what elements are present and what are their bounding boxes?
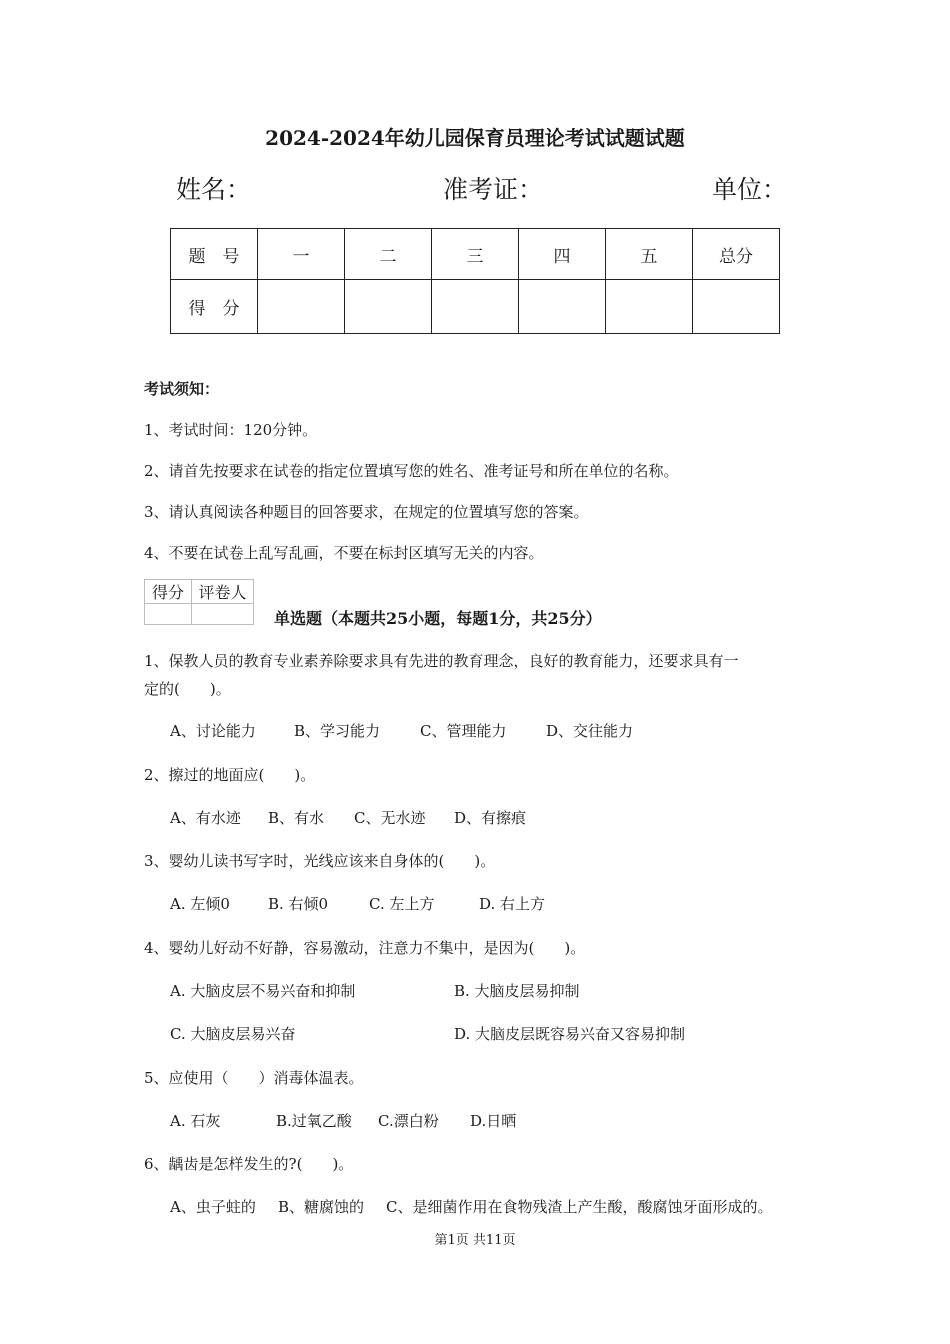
score-table-score-row bbox=[171, 280, 780, 334]
option: B. 右倾0 bbox=[268, 895, 329, 913]
score-cell[interactable] bbox=[693, 280, 780, 334]
score-cell[interactable] bbox=[606, 280, 693, 334]
option: A. 大脑皮层不易兴奋和抑制 bbox=[170, 982, 356, 1000]
option: C、管理能力 bbox=[420, 722, 507, 740]
grader-score-label: 得分 bbox=[145, 580, 192, 604]
note-item: 4、不要在试卷上乱写乱画，不要在标封区填写无关的内容。 bbox=[144, 544, 544, 562]
score-cell[interactable] bbox=[519, 280, 606, 334]
section-title: 单选题（本题共25小题，每题1分，共25分） bbox=[274, 609, 602, 628]
score-header-cell: 四 bbox=[519, 229, 606, 280]
score-table-header-row bbox=[171, 229, 780, 280]
option: B.过氧乙酸 bbox=[276, 1112, 352, 1130]
option: A、虫子蛀的 bbox=[170, 1198, 256, 1216]
score-cell[interactable] bbox=[345, 280, 432, 334]
option: C. 左上方 bbox=[369, 895, 435, 913]
option: A. 石灰 bbox=[170, 1112, 221, 1130]
option: A、讨论能力 bbox=[170, 722, 256, 740]
option: D. 大脑皮层既容易兴奋又容易抑制 bbox=[454, 1025, 686, 1043]
option: C、无水迹 bbox=[354, 809, 426, 827]
option: D、交往能力 bbox=[546, 722, 634, 740]
score-cell[interactable] bbox=[432, 280, 519, 334]
unit-label: 单位： bbox=[712, 175, 788, 204]
score-header-cell: 五 bbox=[606, 229, 693, 280]
question-stem: 1、保教人员的教育专业素养除要求具有先进的教育理念，良好的教育能力，还要求具有一 bbox=[144, 652, 739, 670]
note-item: 3、请认真阅读各种题目的回答要求，在规定的位置填写您的答案。 bbox=[144, 503, 589, 521]
option: D. 右上方 bbox=[479, 895, 546, 913]
score-row-label: 得 分 bbox=[171, 280, 258, 334]
question-stem: 5、应使用（ ）消毒体温表。 bbox=[144, 1069, 364, 1087]
option: C、是细菌作用在食物残渣上产生酸，酸腐蚀牙面形成的。 bbox=[386, 1198, 773, 1216]
score-header-cell: 二 bbox=[345, 229, 432, 280]
note-item: 2、请首先按要求在试卷的指定位置填写您的姓名、准考证号和所在单位的名称。 bbox=[144, 462, 679, 480]
grader-box bbox=[144, 579, 254, 625]
page-footer: 第1页 共11页 bbox=[434, 1233, 516, 1248]
option: C. 大脑皮层易兴奋 bbox=[170, 1025, 296, 1043]
score-header-cell: 一 bbox=[258, 229, 345, 280]
question-stem: 3、婴幼儿读书写字时，光线应该来自身体的( )。 bbox=[144, 852, 496, 870]
exam-id-label: 准考证： bbox=[443, 175, 544, 204]
grader-reviewer-label: 评卷人 bbox=[192, 580, 254, 604]
question-stem: 4、婴幼儿好动不好静，容易激动，注意力不集中，是因为( )。 bbox=[144, 939, 586, 957]
option: D、有擦痕 bbox=[454, 809, 527, 827]
question-stem: 2、擦过的地面应( )。 bbox=[144, 766, 316, 784]
question-stem: 定的( )。 bbox=[144, 680, 231, 698]
grader-reviewer-cell[interactable] bbox=[192, 604, 254, 625]
option: A、有水迹 bbox=[170, 809, 241, 827]
score-cell[interactable] bbox=[258, 280, 345, 334]
option: A. 左倾0 bbox=[170, 895, 230, 913]
option: D.日晒 bbox=[470, 1112, 517, 1130]
score-header-cell: 总分 bbox=[693, 229, 780, 280]
option: B、学习能力 bbox=[294, 722, 381, 740]
score-table bbox=[170, 228, 780, 334]
option: C.漂白粉 bbox=[378, 1112, 439, 1130]
note-item: 1、考试时间：120分钟。 bbox=[144, 421, 318, 439]
score-header-cell: 三 bbox=[432, 229, 519, 280]
grader-score-cell[interactable] bbox=[145, 604, 192, 625]
name-label: 姓名： bbox=[176, 175, 252, 204]
option: B. 大脑皮层易抑制 bbox=[454, 982, 580, 1000]
page-title: 2024-2024年幼儿园保育员理论考试试题试题 bbox=[265, 126, 685, 150]
option: B、糖腐蚀的 bbox=[278, 1198, 365, 1216]
notes-heading: 考试须知： bbox=[144, 380, 220, 398]
option: B、有水 bbox=[268, 809, 325, 827]
score-header-cell: 题 号 bbox=[171, 229, 258, 280]
question-stem: 6、龋齿是怎样发生的?( )。 bbox=[144, 1155, 354, 1173]
